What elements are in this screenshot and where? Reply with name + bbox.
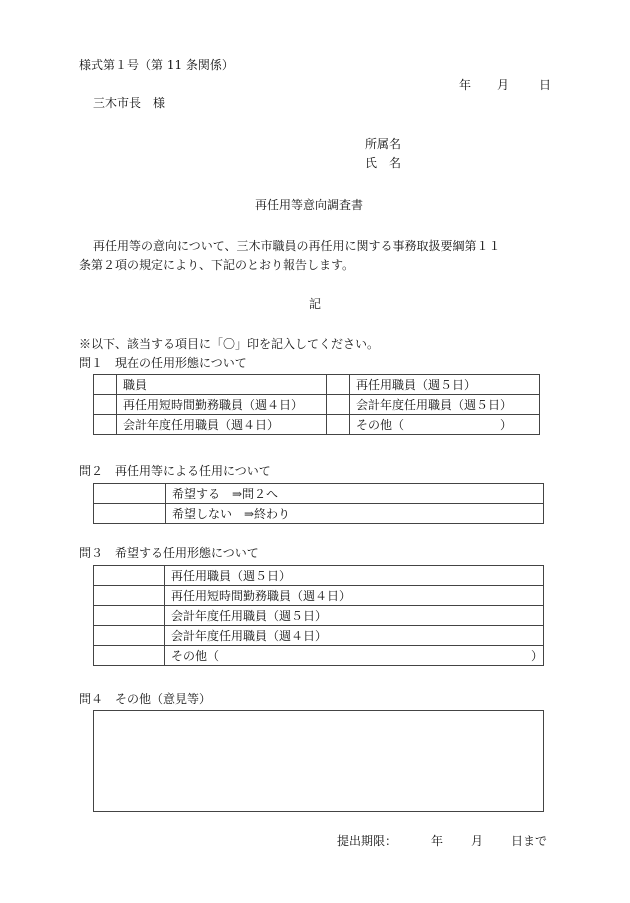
q3-option: 会計年度任用職員（週４日）: [164, 626, 543, 646]
q1-option: 再任用短時間勤務職員（週４日）: [117, 395, 327, 415]
table-row: [94, 626, 544, 646]
q1-option: その他（ ）: [350, 415, 540, 435]
q2-check-cell[interactable]: [94, 484, 166, 504]
q2-option: 希望する ⇒問２へ: [166, 484, 544, 504]
q3-check-cell[interactable]: [94, 626, 165, 646]
q3-check-cell[interactable]: [94, 586, 165, 606]
table-row: [94, 566, 544, 586]
q2-option: 希望しない ⇒終わり: [166, 504, 544, 524]
table-row: [94, 646, 544, 666]
instruction-text: ※以下、該当する項目に「〇」印を記入してください。: [79, 337, 380, 351]
deadline-month-label: 月: [471, 834, 484, 848]
deadline-year-label: 年: [431, 834, 444, 848]
date-month-label: 月: [497, 78, 510, 92]
q1-check-cell[interactable]: [327, 395, 350, 415]
table-row: [94, 504, 544, 524]
q3-option: 再任用短時間勤務職員（週４日）: [164, 586, 543, 606]
q1-check-cell[interactable]: [327, 375, 350, 395]
q3-option: 会計年度任用職員（週５日）: [164, 606, 543, 626]
q3-check-cell[interactable]: [94, 566, 165, 586]
table-row: [94, 484, 544, 504]
q3-title: 問３ 希望する任用形態について: [79, 546, 259, 560]
intro-line-1: 再任用等の意向について、三木市職員の再任用に関する事務取扱要綱第１１: [93, 239, 501, 253]
q1-option: 会計年度任用職員（週５日）: [350, 395, 540, 415]
intro-line-2: 条第２項の規定により、下記のとおり報告します。: [79, 258, 355, 272]
addressee: 三木市長 様: [93, 96, 166, 110]
date-day-label: 日: [539, 78, 552, 92]
q2-title: 問２ 再任用等による任用について: [79, 464, 271, 478]
document-title: 再任用等意向調査書: [255, 198, 364, 212]
q4-title: 問４ その他（意見等）: [79, 692, 212, 706]
q2-check-cell[interactable]: [94, 504, 166, 524]
affiliation-label: 所属名: [365, 137, 402, 151]
q2-table: [93, 483, 544, 524]
q4-comment-box[interactable]: [93, 710, 544, 812]
deadline-day-label: 日まで: [511, 834, 548, 848]
table-row: [94, 606, 544, 626]
date-year-label: 年: [459, 78, 472, 92]
table-row: [94, 586, 544, 606]
name-label: 氏 名: [365, 156, 402, 170]
q1-check-cell[interactable]: [94, 375, 117, 395]
table-row: [94, 415, 540, 435]
q1-check-cell[interactable]: [327, 415, 350, 435]
ki-heading: 記: [309, 297, 322, 311]
q3-option: 再任用職員（週５日）: [164, 566, 543, 586]
q3-check-cell[interactable]: [94, 606, 165, 626]
q1-check-cell[interactable]: [94, 395, 117, 415]
q1-title: 問１ 現在の任用形態について: [79, 356, 247, 370]
table-row: [94, 375, 540, 395]
q3-option: その他（ ）: [164, 646, 543, 666]
form-number: 様式第１号（第 11 条関係）: [79, 58, 234, 72]
q1-table: [93, 374, 540, 435]
q1-check-cell[interactable]: [94, 415, 117, 435]
q1-option: 職員: [117, 375, 327, 395]
q3-check-cell[interactable]: [94, 646, 165, 666]
q1-option: 再任用職員（週５日）: [350, 375, 540, 395]
q1-option: 会計年度任用職員（週４日）: [117, 415, 327, 435]
q3-table: [93, 565, 544, 666]
table-row: [94, 395, 540, 415]
deadline-label: 提出期限：: [337, 834, 398, 848]
